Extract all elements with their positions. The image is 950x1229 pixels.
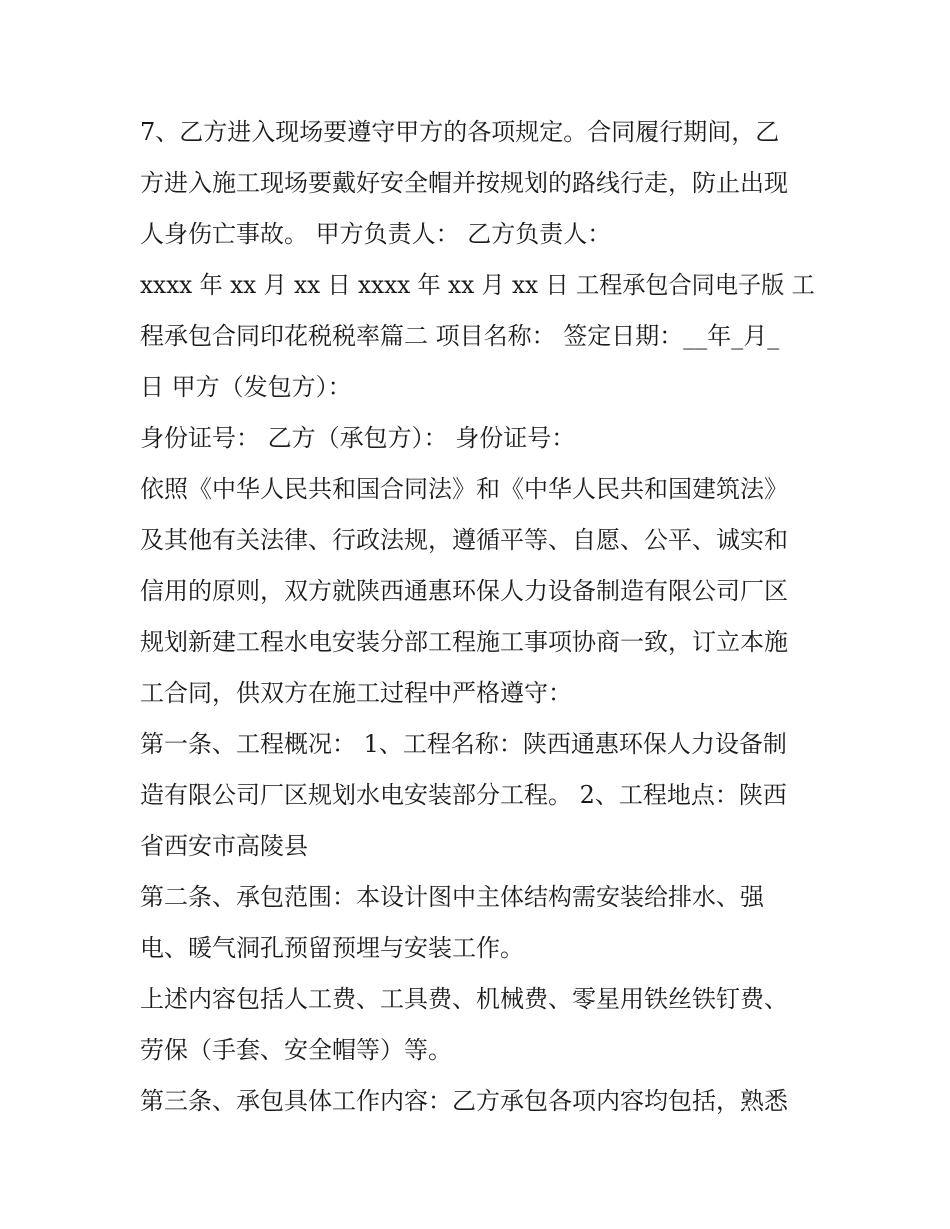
- text-line: 程承包合同印花税税率篇二 项目名称： 签定日期：__年_月_: [140, 322, 780, 350]
- text-line: 第三条、承包具体工作内容：乙方承包各项内容均包括，熟悉: [140, 1087, 788, 1115]
- text-line: 电、暖气洞孔预留预埋与安装工作。: [140, 934, 524, 962]
- text-line: 第二条、承包范围：本设计图中主体结构需安装给排水、强: [140, 883, 764, 911]
- text-line: 省西安市高陵县: [140, 832, 308, 860]
- text-line: 工合同，供双方在施工过程中严格遵守：: [140, 679, 572, 707]
- text-line: 方进入施工现场要戴好安全帽并按规划的路线行走，防止出现: [140, 169, 788, 197]
- text-line: 劳保（手套、安全帽等）等。: [140, 1036, 452, 1064]
- text-line: 身份证号： 乙方（承包方）： 身份证号：: [140, 424, 576, 452]
- text-line: 及其他有关法律、行政法规，遵循平等、自愿、公平、诚实和: [140, 526, 788, 554]
- text-line: 规划新建工程水电安装分部工程施工事项协商一致，订立本施: [140, 628, 788, 656]
- document-body: [140, 107, 815, 1127]
- text-line: 信用的原则，双方就陕西通惠环保人力设备制造有限公司厂区: [140, 577, 788, 605]
- text-line: 上述内容包括人工费、工具费、机械费、零星用铁丝铁钉费、: [140, 985, 788, 1013]
- text-line: 造有限公司厂区规划水电安装部分工程。 2、工程地点：陕西: [140, 781, 787, 809]
- text-line: 日 甲方（发包方）：: [140, 373, 352, 401]
- text-line: 依照《中华人民共和国合同法》和《中华人民共和国建筑法》: [140, 475, 788, 503]
- text-line: xxxx 年 xx 月 xx 日 xxxx 年 xx 月 xx 日 工程承包合同电子版 工: [140, 271, 815, 299]
- text-line: 人身伤亡事故。 甲方负责人： 乙方负责人：: [140, 220, 612, 248]
- text-line: 第一条、工程概况： 1、工程名称：陕西通惠环保人力设备制: [140, 730, 787, 758]
- text-line: 7、乙方进入现场要遵守甲方的各项规定。合同履行期间，乙: [140, 118, 780, 146]
